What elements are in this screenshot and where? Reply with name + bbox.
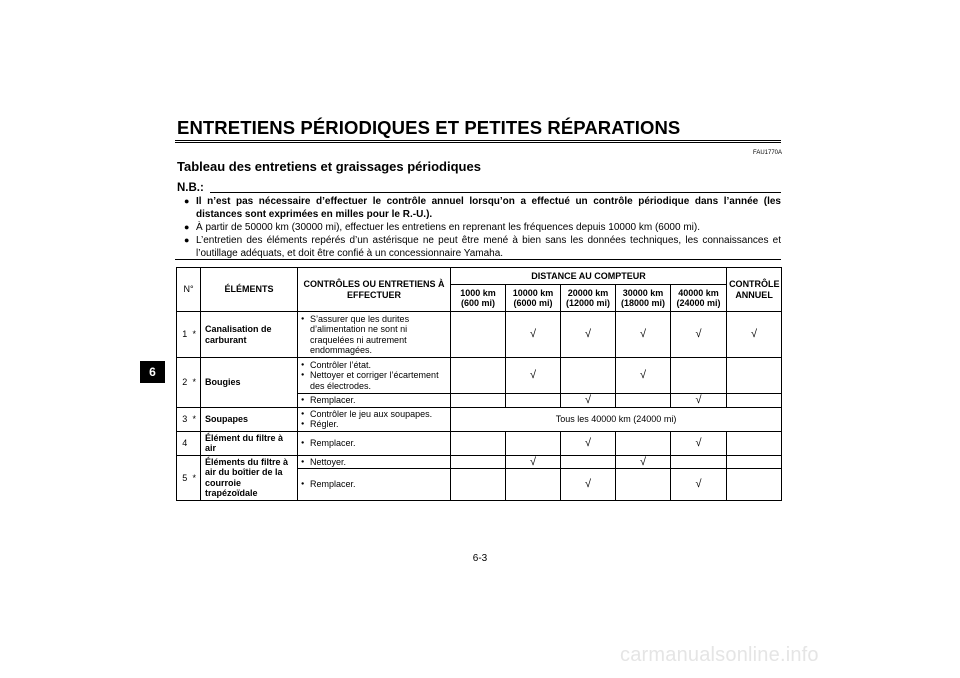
header-distance-5 xyxy=(671,285,727,312)
empty-cell xyxy=(451,394,506,408)
distance-mi: (12000 mi) xyxy=(566,298,611,308)
action-item: ● Nettoyer. xyxy=(310,457,448,468)
distance-km: 10000 km xyxy=(512,287,554,298)
note-text: L’entretien des éléments repérés d’un astérisque ne peut être mené à bien sans les données techniques, les connaissances et l’outillage adéquats, et doit être confié à un concessionnaire Yamaha. xyxy=(196,235,781,259)
document-code: FAU1770A xyxy=(753,150,783,156)
action-item: ● S’assurer que les durites d’alimentation ne sont ni craquelées ni autrement endommagées. xyxy=(310,314,448,356)
row-item: Éléments du filtre à air du boîtier de la courroie trapézoïdale xyxy=(201,455,298,501)
notes-rule xyxy=(175,259,781,260)
chapter-tab: 6 xyxy=(140,361,165,383)
check-mark: √ xyxy=(616,358,671,394)
empty-cell xyxy=(451,312,506,358)
empty-cell xyxy=(671,455,727,469)
empty-cell xyxy=(451,469,506,501)
page-header: ENTRETIENS PÉRIODIQUES ET PETITES RÉPARATIONS xyxy=(177,117,681,138)
check-mark: √ xyxy=(671,394,727,408)
bullet-icon: ● xyxy=(184,222,190,232)
empty-cell xyxy=(616,431,671,455)
empty-cell xyxy=(561,358,616,394)
row-item: Canalisation de carburant xyxy=(201,312,298,358)
check-mark: √ xyxy=(561,312,616,358)
row-number: 5 xyxy=(177,455,193,501)
check-mark: √ xyxy=(506,358,561,394)
action-item: ● Régler. xyxy=(310,419,448,430)
note-item xyxy=(184,221,781,234)
empty-cell xyxy=(616,394,671,408)
interval-note: Tous les 40000 km (24000 mi) xyxy=(451,407,782,431)
watermark: carmanualsonline.info xyxy=(620,644,819,666)
action-item: ● Remplacer. xyxy=(310,395,448,406)
distance-km: 1000 km xyxy=(460,287,496,298)
check-mark: √ xyxy=(561,469,616,501)
distance-mi: (600 mi) xyxy=(461,298,496,308)
header-controls: CONTRÔLES OU ENTRETIENS À EFFECTUER xyxy=(298,268,451,312)
distance-mi: (24000 mi) xyxy=(676,298,721,308)
header-elements: ÉLÉMENTS xyxy=(201,268,298,312)
table-row xyxy=(177,455,782,469)
header-rule xyxy=(175,140,781,143)
note-item xyxy=(184,195,781,221)
asterisk: * xyxy=(193,358,201,408)
check-mark: √ xyxy=(561,394,616,408)
action-item: ● Nettoyer et corriger l’écartement des électrodes. xyxy=(310,370,448,391)
bullet-icon: ● xyxy=(184,196,190,206)
empty-cell xyxy=(506,394,561,408)
row-number: 2 xyxy=(177,358,193,408)
distance-km: 40000 km xyxy=(678,287,719,298)
distance-mi: (6000 mi) xyxy=(513,298,553,308)
row-number: 3 xyxy=(177,407,193,431)
distance-km: 30000 km xyxy=(622,287,664,298)
check-mark: √ xyxy=(506,312,561,358)
row-actions xyxy=(298,358,451,394)
check-mark: √ xyxy=(671,431,727,455)
check-mark: √ xyxy=(616,455,671,469)
row-actions xyxy=(298,431,451,455)
empty-cell xyxy=(616,469,671,501)
row-item: Élément du filtre à air xyxy=(201,431,298,455)
header-distance-1 xyxy=(451,285,506,312)
table-header-row xyxy=(177,268,782,285)
header-distance-3 xyxy=(561,285,616,312)
empty-cell xyxy=(727,358,782,394)
bullet-icon: ● xyxy=(184,235,190,245)
asterisk-empty xyxy=(193,431,201,455)
row-actions xyxy=(298,312,451,358)
check-mark: √ xyxy=(671,312,727,358)
note-item xyxy=(184,234,781,260)
row-actions xyxy=(298,455,451,469)
empty-cell xyxy=(561,455,616,469)
asterisk: * xyxy=(193,407,201,431)
distance-mi: (18000 mi) xyxy=(621,298,666,308)
section-title: Tableau des entretiens et graissages périodiques xyxy=(177,159,481,174)
row-actions xyxy=(298,407,451,431)
empty-cell xyxy=(451,455,506,469)
maintenance-table xyxy=(176,267,782,501)
row-actions xyxy=(298,394,451,408)
row-number: 1 xyxy=(177,312,193,358)
check-mark: √ xyxy=(616,312,671,358)
action-item: ● Contrôler l’état. xyxy=(310,360,448,371)
asterisk: * xyxy=(193,455,201,501)
note-text: Il n’est pas nécessaire d’effectuer le contrôle annuel lorsqu’on a effectué un contrôle périodique dans l’année (les distances sont exprimées en milles pour le R.-U.). xyxy=(196,196,781,220)
table-row xyxy=(177,312,782,358)
empty-cell xyxy=(506,469,561,501)
distance-km: 20000 km xyxy=(567,287,609,298)
row-number: 4 xyxy=(177,431,193,455)
check-mark: √ xyxy=(671,469,727,501)
note-text: À partir de 50000 km (30000 mi), effectuer les entretiens en reprenant les fréquences depuis 10000 km (6000 mi). xyxy=(196,222,700,233)
table-row xyxy=(177,431,782,455)
check-mark: √ xyxy=(727,312,782,358)
empty-cell xyxy=(727,455,782,469)
row-actions xyxy=(298,469,451,501)
header-distance-2 xyxy=(506,285,561,312)
empty-cell xyxy=(727,431,782,455)
check-mark: √ xyxy=(561,431,616,455)
header-annual: CONTRÔLE ANNUEL xyxy=(727,268,782,312)
action-item: ● Remplacer. xyxy=(310,438,448,449)
note-rule xyxy=(210,192,781,193)
empty-cell xyxy=(506,431,561,455)
empty-cell xyxy=(671,358,727,394)
table-row xyxy=(177,407,782,431)
action-item: ● Contrôler le jeu aux soupapes. xyxy=(310,409,448,420)
row-item: Soupapes xyxy=(201,407,298,431)
asterisk: * xyxy=(193,312,201,358)
empty-cell xyxy=(451,358,506,394)
check-mark: √ xyxy=(506,455,561,469)
action-item: ● Remplacer. xyxy=(310,479,448,490)
row-item: Bougies xyxy=(201,358,298,408)
empty-cell xyxy=(727,394,782,408)
header-distance: DISTANCE AU COMPTEUR xyxy=(451,268,727,285)
empty-cell xyxy=(451,431,506,455)
note-label: N.B.: xyxy=(177,182,204,194)
table-row xyxy=(177,358,782,394)
empty-cell xyxy=(727,469,782,501)
page-number: 6-3 xyxy=(472,553,488,564)
header-number: N° xyxy=(177,268,201,312)
header-distance-4 xyxy=(616,285,671,312)
